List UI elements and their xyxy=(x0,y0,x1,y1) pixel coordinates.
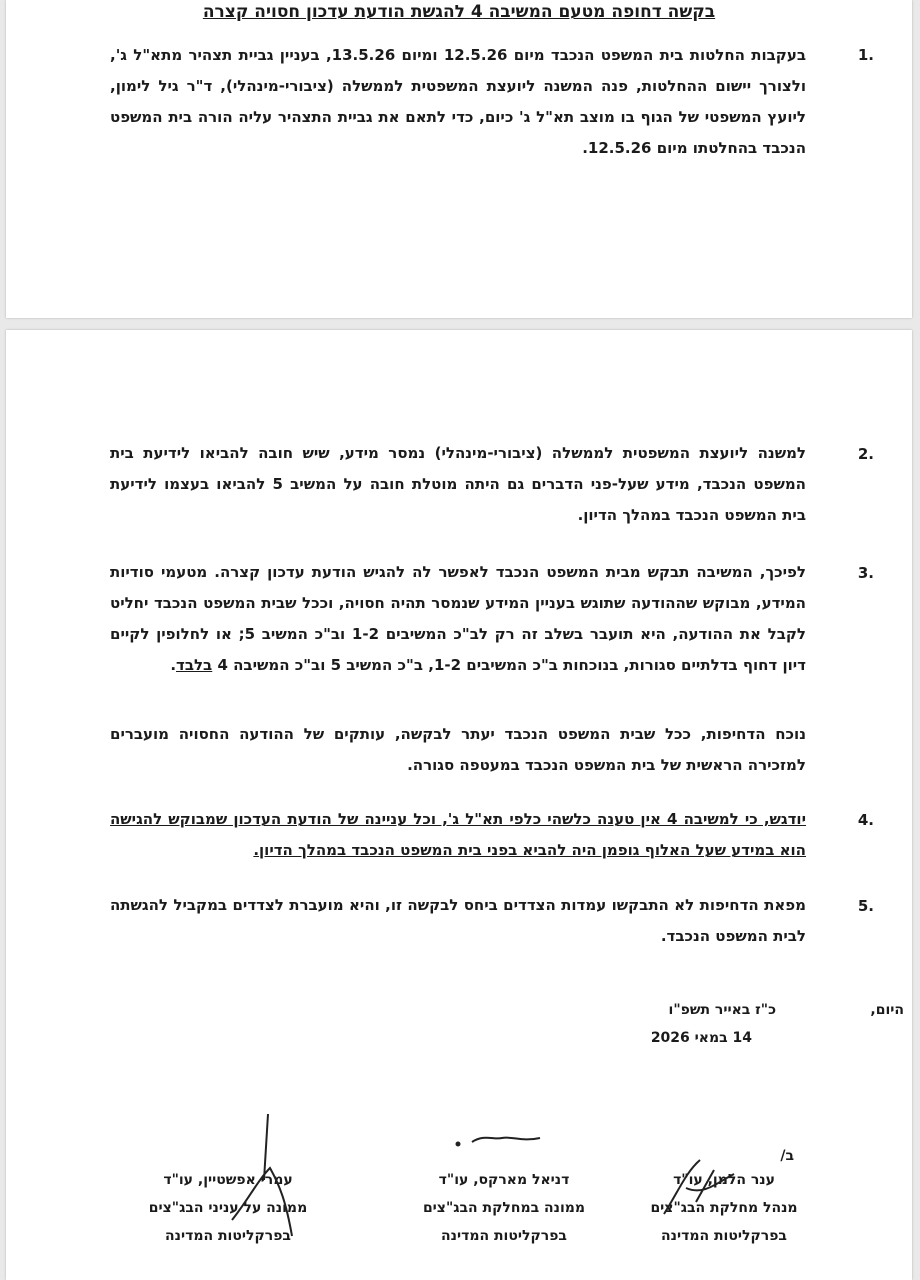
date-gregorian: 14 במאי 2026 xyxy=(650,1030,752,1046)
signatory-org: בפרקליטות המדינה xyxy=(441,1228,567,1244)
signatory-role: מנהל מחלקת הבג"צים xyxy=(650,1200,798,1216)
signatory-role: ממונה במחלקת הבג"צים xyxy=(422,1200,586,1216)
document-page-2 xyxy=(6,330,912,1280)
date-hebrew: כ"ז באייר תשפ"ו xyxy=(668,1002,776,1018)
signatory-org: בפרקליטות המדינה xyxy=(165,1228,291,1244)
handwritten-signature-2 xyxy=(450,1130,550,1154)
paragraph-number: 4. xyxy=(857,811,874,829)
signatory-name: דניאל מארקס, עו"ד xyxy=(438,1172,570,1188)
paragraph-number: 2. xyxy=(857,445,874,463)
paragraph-number: 1. xyxy=(857,46,874,64)
document-title: בקשה דחופה מטעם המשיבה 4 להגשת הודעת עדכון חסויה קצרה xyxy=(202,2,716,22)
paragraph-1: בעקבות החלטות בית המשפט הנכבד מיום 12.5.26 ומיום 13.5.26, בעניין גביית תצהיר מתא"ל ג', ולצורך יישום ההחלטות, פנה המשנה ליועצת המשפטית לממשלה (ציבורי-מינהלי), ד"ר גיל לימון, ליועץ המשפטי של הגוף בו מוצב תא"ל ג' כיום, כדי לתאם את גביית התצהיר עליה הורה בית המשפט הנכבד בהחלטתו מיום 12.5.26. xyxy=(110,46,806,157)
signature-prefix: ב/ xyxy=(780,1148,794,1164)
date-label: היום, xyxy=(870,1002,904,1018)
paragraph-2: למשנה ליועצת המשפטית לממשלה (ציבורי-מינהלי) נמסר מידע, שיש חובה להביאו לידיעת בית המשפט הנכבד, מידע שעל-פני הדברים גם היתה מוטלת חובה על המשיב 5 להביאו בעצמו לידיעת בית המשפט הנכבד במהלך הדיון. xyxy=(110,444,806,524)
paragraph-4: יודגש, כי למשיבה 4 אין טענה כלשהי כלפי תא"ל ג', וכל עניינה של הודעת העדכון שמבוקש להגישה הוא במידע שעל האלוף גופמן היה להביא בפני בית המשפט הנכבד במהלך הדיון. xyxy=(110,810,807,859)
signatory-name: ענר הלמן, עו"ד xyxy=(673,1172,775,1188)
paragraph-3-tail: . xyxy=(170,656,177,674)
paragraph-3-continued: נוכח הדחיפות, ככל שבית המשפט הנכבד יעתר לבקשה, עותקים של ההודעה החסויה מועברים למזכירה הראשית של בית המשפט הנכבד במעטפה סגורה. xyxy=(110,725,806,774)
paragraph-3-text: לפיכך, המשיבה תבקש מבית המשפט הנכבד לאפשר לה להגיש הודעת עדכון קצרה. מטעמי סודיות המידע, מבוקש שההודעה שתוגש בעניין המידע שנמסר תהיה חסויה, וככל שבית המשפט הנכבד יחליט לקבל את ההודעה, היא תועבר בשלב זה רק לב"כ המשיבים 1-2 וב"כ המשיב 5; או לחלופין לקיים דיון דחוף בדלתיים סגורות, בנוכחות ב"כ המשיבים 1-2, ב"כ המשיב 5 וב"כ המשיבה 4 xyxy=(110,563,807,674)
signatory-org: בפרקליטות המדינה xyxy=(661,1228,787,1244)
signatory-name: עמרי אפשטיין, עו"ד xyxy=(163,1172,293,1188)
signatory-role: ממונה על עניני הבג"צים xyxy=(148,1200,308,1216)
emphasis-only: בלבד xyxy=(176,656,213,674)
paragraph-3 xyxy=(110,557,806,681)
paragraph-number: 5. xyxy=(857,897,874,915)
document-page-1 xyxy=(6,0,912,318)
handwritten-signature-1 xyxy=(656,1152,746,1222)
signatory-block-2 xyxy=(404,1166,604,1250)
paragraph-number: 3. xyxy=(857,564,874,582)
paragraph-5: מפאת הדחיפות לא התבקשו עמדות הצדדים ביחס לבקשה זו, והיא מועברת לצדדים במקביל להגשתה לבית המשפט הנכבד. xyxy=(110,896,806,945)
handwritten-signature-3 xyxy=(228,1110,308,1240)
